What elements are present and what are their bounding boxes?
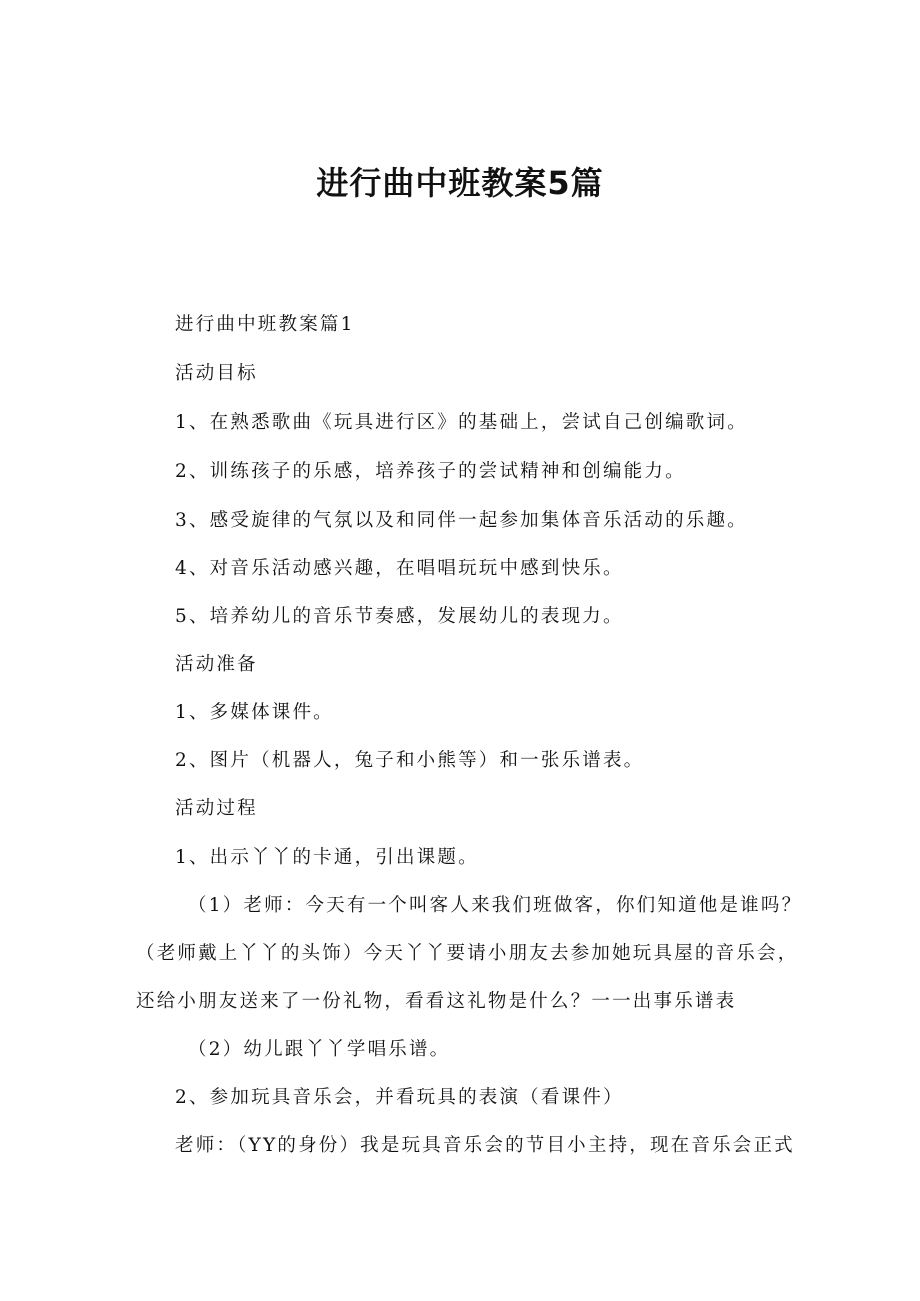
paragraph: 5、培养幼儿的音乐节奏感，发展幼儿的表现力。 bbox=[175, 606, 624, 627]
section-heading: 进行曲中班教案篇1 bbox=[175, 314, 355, 335]
paragraph: （老师戴上丫丫的头饰）今天丫丫要请小朋友去参加她玩具屋的音乐会， bbox=[136, 943, 799, 964]
paragraph: （1）老师：今天有一个叫客人来我们班做客，你们知道他是谁吗？ bbox=[188, 895, 803, 916]
paragraph: 4、对音乐活动感兴趣，在唱唱玩玩中感到快乐。 bbox=[175, 558, 624, 579]
paragraph: 老师：（YY的身份）我是玩具音乐会的节目小主持，现在音乐会正式 bbox=[175, 1135, 795, 1156]
paragraph: （2）幼儿跟丫丫学唱乐谱。 bbox=[188, 1039, 451, 1060]
subheading-preparation: 活动准备 bbox=[175, 654, 258, 675]
paragraph: 3、感受旋律的气氛以及和同伴一起参加集体音乐活动的乐趣。 bbox=[175, 510, 748, 531]
subheading-process: 活动过程 bbox=[175, 798, 258, 819]
subheading-objectives: 活动目标 bbox=[175, 363, 258, 384]
paragraph: 1、出示丫丫的卡通，引出课题。 bbox=[175, 847, 479, 868]
document-title: 进行曲中班教案5篇 bbox=[316, 164, 604, 202]
paragraph: 1、在熟悉歌曲《玩具进行区》的基础上，尝试自己创编歌词。 bbox=[175, 412, 748, 433]
paragraph: 2、训练孩子的乐感，培养孩子的尝试精神和创编能力。 bbox=[175, 461, 686, 482]
paragraph: 还给小朋友送来了一份礼物，看看这礼物是什么？一一出事乐谱表 bbox=[136, 991, 737, 1012]
paragraph: 2、参加玩具音乐会，并看玩具的表演（看课件） bbox=[175, 1087, 624, 1108]
paragraph: 2、图片（机器人，兔子和小熊等）和一张乐谱表。 bbox=[175, 750, 645, 771]
paragraph: 1、多媒体课件。 bbox=[175, 702, 334, 723]
